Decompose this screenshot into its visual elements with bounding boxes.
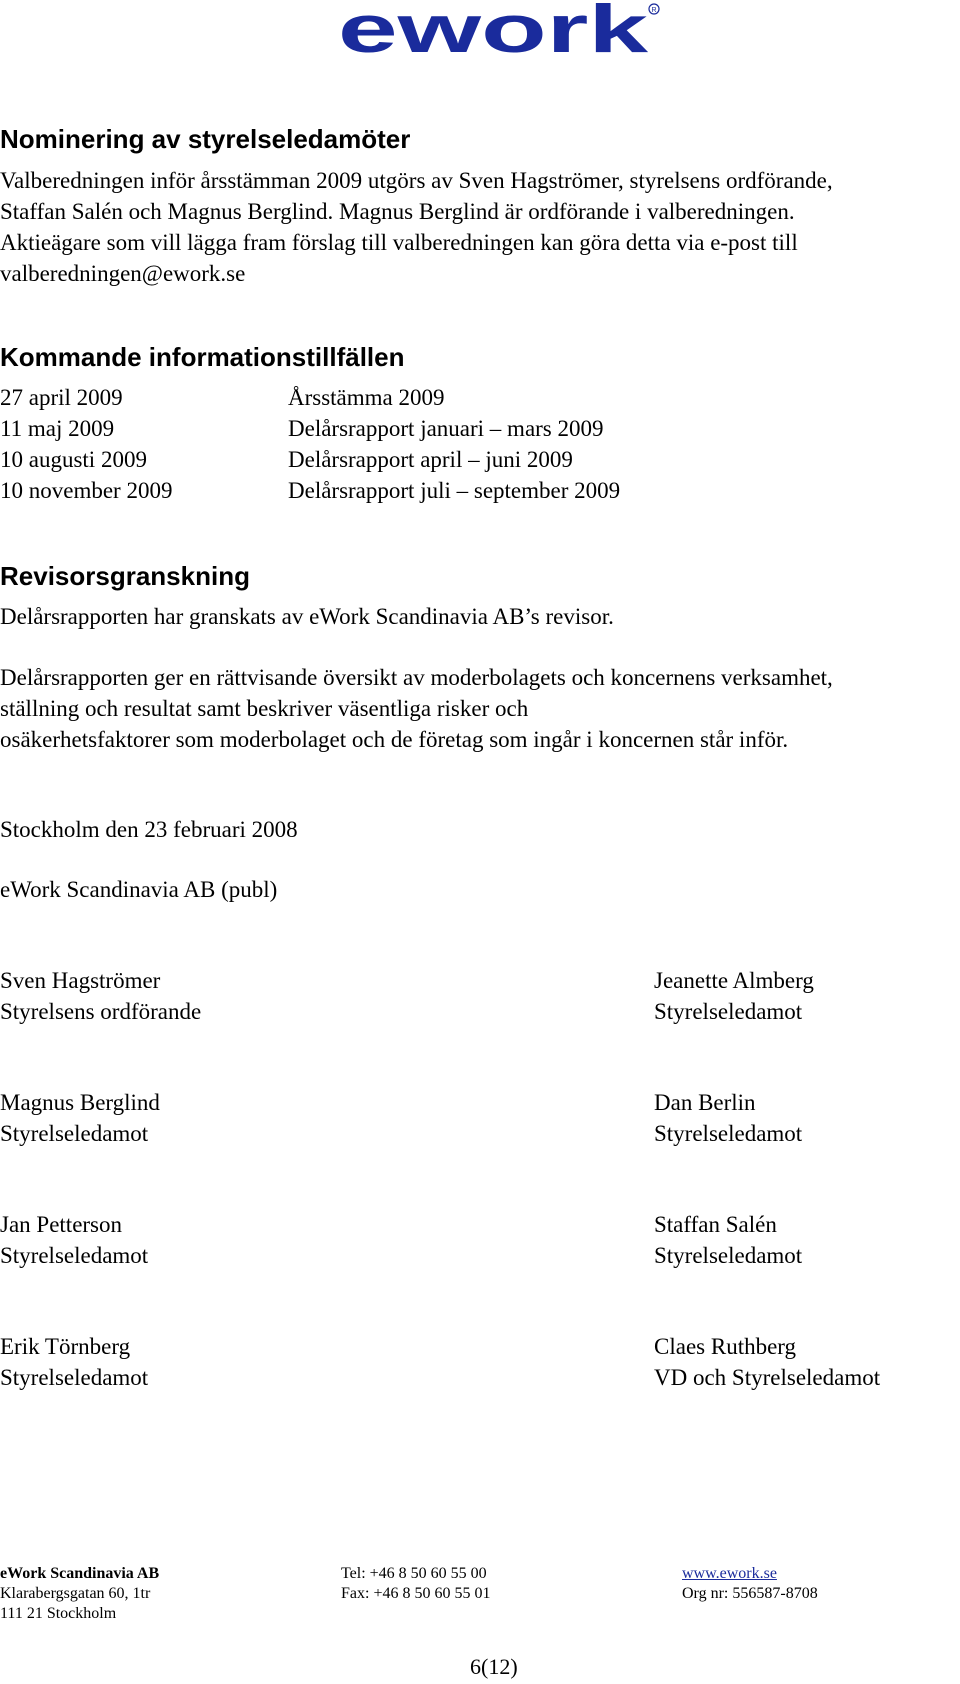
footer-address: Klarabergsgatan 60, 1tr [0,1585,151,1602]
signatory-name: Jeanette Almberg [654,968,814,993]
schedule-date: 27 april 2009 [0,385,123,410]
signature-block [654,965,814,1027]
signatory-name: Dan Berlin [654,1090,756,1115]
signature-block [0,1209,148,1271]
nominering-line: Staffan Salén och Magnus Berglind. Magnus Berglind är ordförande i valberedningen. [0,199,795,224]
signatory-name: Erik Törnberg [0,1334,131,1359]
schedule-event: Årsstämma 2009 [288,385,445,410]
footer-company-block [0,1564,159,1624]
footer-fax: Fax: +46 8 50 60 55 01 [341,1585,491,1602]
revisor-statement: Delårsrapporten har granskats av eWork Scandinavia AB’s revisor. [0,604,614,629]
nominering-line: Aktieägare som vill lägga fram förslag till valberedningen kan göra detta via e-post till [0,230,798,255]
footer-tel: Tel: +46 8 50 60 55 00 [341,1565,487,1582]
revisor-paragraph-line: Delårsrapporten ger en rättvisande översikt av moderbolagets och koncernens verksamhet, [0,665,833,690]
signatory-role: Styrelseledamot [0,1243,149,1268]
footer-web-block [682,1564,818,1604]
schedule-row [0,444,960,475]
footer-contact-block [341,1564,490,1604]
signatory-name: Magnus Berglind [0,1090,160,1115]
signature-block [654,1209,802,1271]
signatory-role: Styrelseledamot [0,1121,149,1146]
schedule-row [0,413,960,444]
signature-block [0,1331,148,1393]
signature-block [654,1087,802,1149]
signature-block [654,1331,880,1393]
svg-text:R: R [651,7,657,14]
schedule-row [0,382,960,413]
signatory-name: Jan Petterson [0,1212,123,1237]
footer-postal: 111 21 Stockholm [0,1605,117,1622]
nominering-line: Valberedningen inför årsstämman 2009 utgörs av Sven Hagströmer, styrelsens ordförande, [0,168,833,193]
schedule-date: 10 augusti 2009 [0,447,147,472]
revisor-paragraph-line: osäkerhetsfaktorer som moderbolaget och de företag som ingår i koncernen står inför. [0,727,789,752]
signatory-role: Styrelseledamot [654,1121,803,1146]
signatory-role: Styrelseledamot [654,999,803,1024]
page-number: 6(12) [470,1654,518,1679]
signatory-role: Styrelsens ordförande [0,999,202,1024]
signature-block [0,965,201,1027]
heading-revisorsgranskning: Revisorsgranskning [0,561,250,591]
signatory-name: Claes Ruthberg [654,1334,797,1359]
signatory-role: Styrelseledamot [0,1365,149,1390]
heading-nominering: Nominering av styrelseledamöter [0,124,411,154]
nominering-email[interactable]: valberedningen@ework.se [0,261,246,286]
revisor-paragraph [0,662,833,755]
footer-company: eWork Scandinavia AB [0,1565,160,1582]
logo-wordmark: ework [338,0,649,64]
signatory-name: Staffan Salén [654,1212,777,1237]
signature-block [0,1087,160,1149]
ework-logo [338,0,662,64]
signatory-role: Styrelseledamot [654,1243,803,1268]
place-date: Stockholm den 23 februari 2008 [0,817,298,842]
schedule-event: Delårsrapport juli – september 2009 [288,478,621,503]
schedule-date: 10 november 2009 [0,478,173,503]
footer-org-number: Org nr: 556587-8708 [682,1585,818,1602]
signatory-name: Sven Hagströmer [0,968,161,993]
signatory-role: VD och Styrelseledamot [654,1365,881,1390]
schedule-event: Delårsrapport januari – mars 2009 [288,416,604,441]
heading-kommande: Kommande informationstillfällen [0,342,405,372]
schedule-event: Delårsrapport april – juni 2009 [288,447,573,472]
nominering-text [0,165,833,289]
schedule-date: 11 maj 2009 [0,416,115,441]
company-signoff: eWork Scandinavia AB (publ) [0,877,278,902]
footer-website-link[interactable]: www.ework.se [682,1565,777,1582]
revisor-paragraph-line: ställning och resultat samt beskriver väsentliga risker och [0,696,529,721]
schedule-row [0,475,960,506]
